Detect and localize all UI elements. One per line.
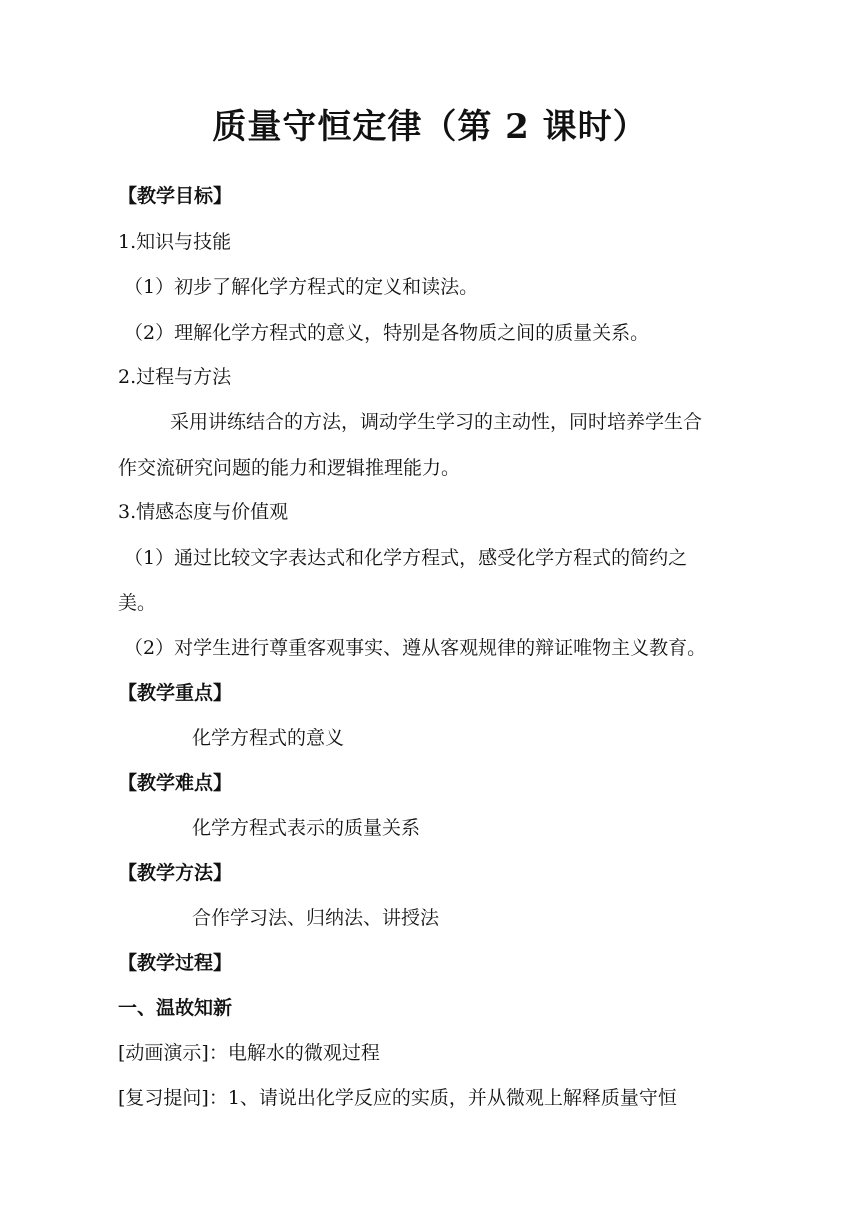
document-title: 质量守恒定律（第 2 课时） [212,107,648,147]
section-heading-objectives: 【教学目标】 [118,185,233,207]
paragraph-line: （2）理解化学方程式的意义，特别是各物质之间的质量关系。 [124,322,650,344]
subheading-knowledge-skills: 1.知识与技能 [118,231,232,253]
subheading-process-methods: 2.过程与方法 [118,366,232,388]
paragraph-line: （1）通过比较文字表达式和化学方程式，感受化学方程式的简约之 [124,547,688,569]
section-heading-methods: 【教学方法】 [118,862,233,884]
paragraph-line: 采用讲练结合的方法，调动学生学习的主动性，同时培养学生合 [170,411,703,433]
paragraph-line: [复习提问]：1、请说出化学反应的实质，并从微观上解释质量守恒 [118,1087,677,1109]
paragraph-line: [动画演示]：电解水的微观过程 [118,1042,380,1064]
section-heading-key-points: 【教学重点】 [118,682,233,704]
paragraph-line: 作交流研究问题的能力和逻辑推理能力。 [118,457,461,479]
paragraph-line: （2）对学生进行尊重客观事实、遵从客观规律的辩证唯物主义教育。 [124,637,707,659]
paragraph-line: 美。 [118,592,157,614]
paragraph-line: 化学方程式的意义 [192,727,345,749]
paragraph-line: 合作学习法、归纳法、讲授法 [192,907,440,929]
subheading-review: 一、温故知新 [118,997,233,1019]
section-heading-process: 【教学过程】 [118,952,233,974]
paragraph-line: 化学方程式表示的质量关系 [192,817,421,839]
section-heading-difficulties: 【教学难点】 [118,772,233,794]
paragraph-line: （1）初步了解化学方程式的定义和读法。 [124,276,479,298]
subheading-emotion-values: 3.情感态度与价值观 [118,501,289,523]
